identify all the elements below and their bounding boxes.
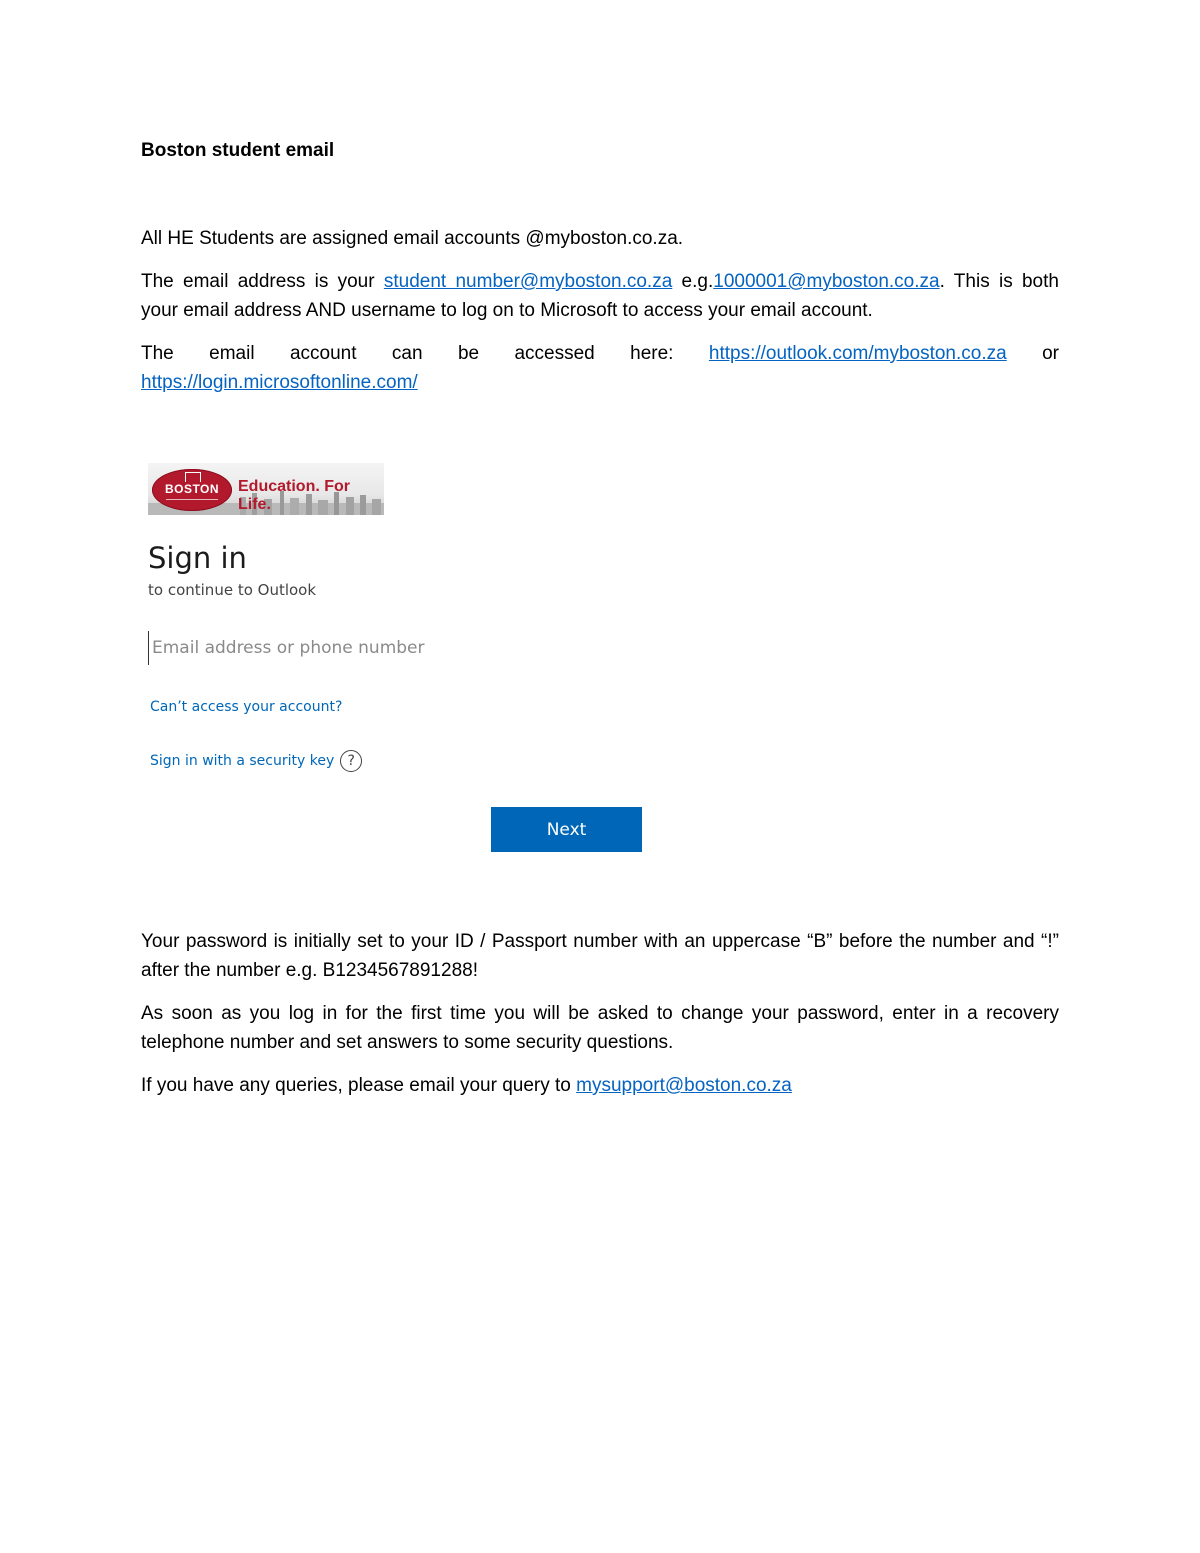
document-title: Boston student email bbox=[141, 140, 335, 161]
document-page bbox=[141, 140, 1059, 1114]
logo-divider bbox=[166, 499, 218, 500]
paragraph-accounts: All HE Students are assigned email accounts @myboston.co.za. bbox=[141, 228, 684, 249]
boston-logo-banner bbox=[148, 463, 384, 515]
paragraph-email-address-lead: The email address is your bbox=[141, 271, 384, 292]
paragraph-access-urls-mid: or bbox=[1006, 343, 1059, 364]
student-number-email-link[interactable]: student number@myboston.co.za bbox=[383, 271, 673, 292]
paragraph-access-urls bbox=[141, 339, 1059, 397]
paragraph-queries-lead: If you have any queries, please email your query to bbox=[141, 1075, 577, 1096]
signin-heading: Sign in bbox=[148, 541, 247, 575]
paragraph-email-address-tail: . This is both your email address AND username to log on to Microsoft to access your email account. bbox=[141, 271, 1059, 321]
logo-tagline: Education. For Life. bbox=[238, 478, 350, 513]
security-key-signin-link[interactable] bbox=[150, 750, 362, 772]
example-email-link[interactable]: 1000001@myboston.co.za bbox=[713, 271, 940, 292]
outlook-url-link[interactable]: https://outlook.com/myboston.co.za bbox=[708, 343, 1007, 364]
boston-logo-emblem bbox=[152, 469, 232, 511]
paragraph-email-address-mid: e.g. bbox=[672, 271, 714, 292]
logo-brand-text: BOSTON bbox=[164, 482, 220, 496]
support-email-link[interactable]: mysupport@boston.co.za bbox=[576, 1075, 792, 1096]
next-button[interactable]: Next bbox=[491, 807, 642, 852]
signin-screenshot bbox=[141, 463, 661, 883]
password-instructions bbox=[141, 927, 1059, 1100]
building-icon bbox=[185, 472, 201, 482]
question-circle-icon[interactable]: ? bbox=[340, 750, 362, 772]
paragraph-queries bbox=[141, 1071, 1059, 1100]
signin-subheading: to continue to Outlook bbox=[148, 581, 317, 599]
paragraph-email-address bbox=[141, 267, 1059, 325]
paragraph-first-login: As soon as you log in for the first time you will be asked to change your password, enter in a recovery telephone number and set answers to some security questions. bbox=[141, 1003, 1059, 1053]
cant-access-account-link[interactable]: Can’t access your account? bbox=[150, 699, 343, 715]
microsoftonline-url-link[interactable]: https://login.microsoftonline.com/ bbox=[141, 372, 418, 393]
email-input[interactable] bbox=[148, 631, 472, 665]
paragraph-password: Your password is initially set to your ID / Passport number with an uppercase “B” before the number and “!” after the number e.g. B1234567891288! bbox=[141, 931, 1059, 981]
security-key-link-label: Sign in with a security key bbox=[150, 753, 335, 769]
paragraph-access-urls-lead: The email account can be accessed here: bbox=[141, 343, 709, 364]
